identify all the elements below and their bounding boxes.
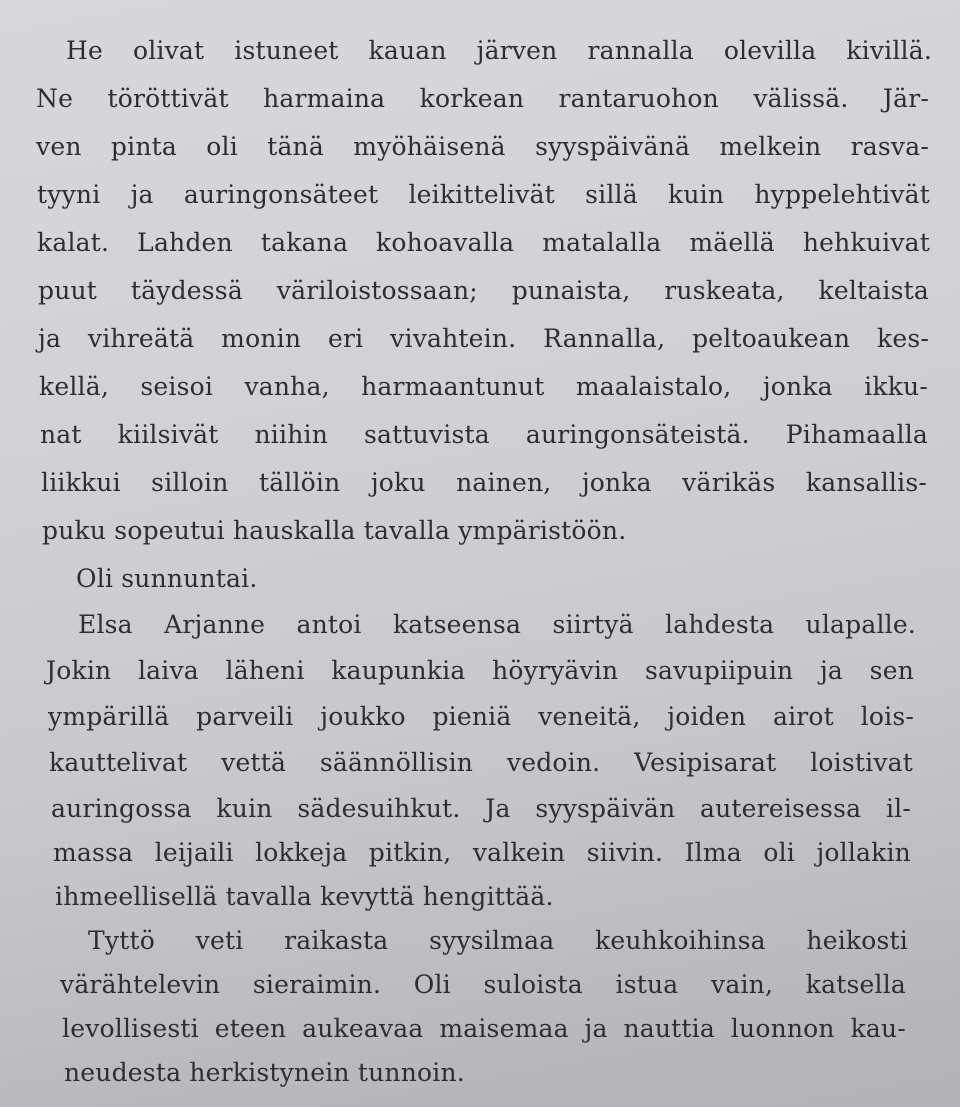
text-line: neudesta herkistynein tunnoin.	[64, 1058, 465, 1087]
text-line: ja vihreätä monin eri vivahtein. Rannalla, peltoaukean kes-	[38, 324, 929, 353]
text-line: Oli sunnuntai.	[76, 564, 258, 593]
text-line: puut täydessä väriloistossaan; punaista, ruskeata, keltaista	[38, 276, 929, 305]
text-line: nat kiilsivät niihin sattuvista auringonsäteistä. Pihamaalla	[40, 420, 928, 449]
text-line: puku sopeutui hauskalla tavalla ympäristöön.	[42, 516, 627, 545]
text-line: massa leijaili lokkeja pitkin, valkein siivin. Ilma oli jollakin	[53, 838, 911, 867]
text-line: tyyni ja auringonsäteet leikittelivät sillä kuin hyppelehtivät	[37, 180, 930, 209]
text-line: ympärillä parveili joukko pieniä veneitä, joiden airot lois-	[48, 702, 914, 731]
text-line: kauttelivat vettä säännöllisin vedoin. Vesipisarat loistivat	[49, 748, 913, 777]
text-line: He olivat istuneet kauan järven rannalla olevilla kivillä.	[66, 36, 932, 65]
text-line: ven pinta oli tänä myöhäisenä syyspäivänä melkein rasva-	[36, 132, 929, 161]
text-line: Tyttö veti raikasta syysilmaa keuhkoihinsa heikosti	[88, 926, 908, 955]
text-line: levollisesti eteen aukeavaa maisemaa ja nauttia luonnon kau-	[62, 1014, 906, 1043]
text-line: ihmeellisellä tavalla kevyttä hengittää.	[55, 882, 554, 911]
text-line: Ne töröttivät harmaina korkean rantaruohon välissä. Jär-	[36, 84, 929, 113]
text-line: Elsa Arjanne antoi katseensa siirtyä lahdesta ulapalle.	[78, 610, 916, 639]
text-line: liikkui silloin tällöin joku nainen, jonka värikäs kansallis-	[41, 468, 927, 497]
text-line: auringossa kuin sädesuihkut. Ja syyspäivän autereisessa il-	[51, 794, 911, 823]
text-line: värähtelevin sieraimin. Oli suloista istua vain, katsella	[60, 970, 906, 999]
text-line: Jokin laiva läheni kaupunkia höyryävin savupiipuin ja sen	[46, 656, 914, 685]
text-line: kellä, seisoi vanha, harmaantunut maalaistalo, jonka ikku-	[39, 372, 928, 401]
text-line: kalat. Lahden takana kohoavalla matalalla mäellä hehkuivat	[37, 228, 930, 257]
